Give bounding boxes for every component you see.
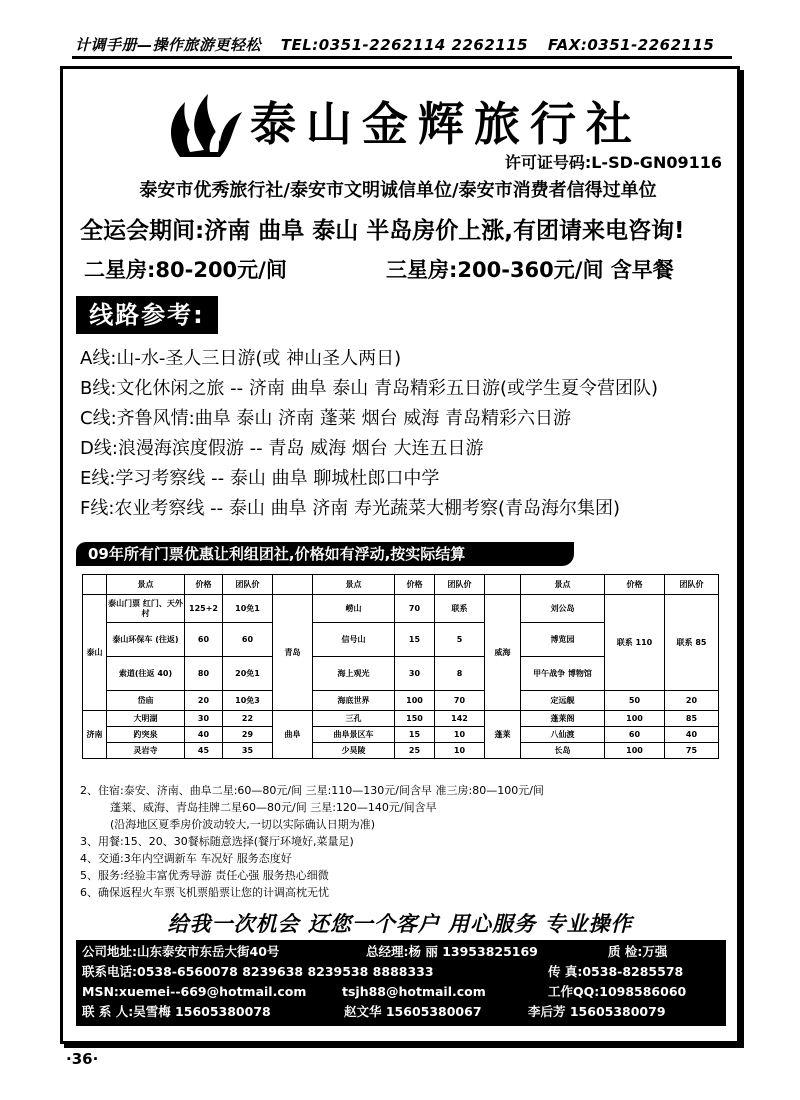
- contact-phone: 联系电话:0538-6560078 8239638 8239538 8888333: [82, 964, 434, 979]
- service-notes: [80, 782, 730, 901]
- table-header-row: [83, 575, 719, 595]
- table-row: 灵岩寺 45 35 少昊陵 25 10 长岛 100 75: [83, 743, 719, 759]
- note-service: 5、服务:经验丰富优秀导游 责任心强 服务热心细微: [80, 869, 329, 882]
- two-star-price: 二星房:80-200元/间: [84, 258, 287, 282]
- company-name: 泰山金辉旅行社: [250, 97, 642, 151]
- msn-address: MSN:xuemei--669@hotmail.com: [82, 984, 307, 999]
- routes-heading: 线路参考:: [76, 296, 218, 334]
- col-header: 团队价: [665, 575, 719, 595]
- note-lodging: 2、住宿:泰安、济南、曲阜二星:60—80元/间 三星:110—130元/间含早 准三房:80—100元/间: [80, 784, 544, 797]
- general-manager: 总经理:杨 丽 13953825169: [366, 944, 538, 959]
- region-weihai: 威海: [485, 595, 521, 711]
- table-row: 泰山环保车 (往返) 60 60 信号山 15 5 博览园: [83, 623, 719, 657]
- route-c: C线:齐鲁风情:曲阜 泰山 济南 蓬莱 烟台 威海 青岛精彩六日游: [80, 408, 572, 429]
- col-header: 团队价: [223, 575, 273, 595]
- header-rule: [72, 56, 732, 59]
- col-header: 团队价: [435, 575, 485, 595]
- contact-row: [82, 982, 720, 1002]
- route-d: D线:浪漫海滨度假游 -- 青岛 威海 烟台 大连五日游: [80, 438, 484, 459]
- contact-row: [82, 962, 720, 982]
- running-header: [75, 34, 730, 56]
- company-address: 公司地址:山东泰安市东岳大街40号: [82, 944, 280, 959]
- route-a: A线:山-水-圣人三日游(或 神山圣人两日): [80, 348, 402, 369]
- col-header: 价格: [185, 575, 223, 595]
- header-tel: TEL:0351-2262114 2262115: [280, 36, 529, 54]
- license-number: 许可证号码:L-SD-GN09116: [504, 153, 722, 172]
- contact-person-3: 李后芳 15605380079: [528, 1004, 666, 1019]
- table-row: 岱庙 20 10免3 海底世界 100 70 定远舰 50 20: [83, 691, 719, 711]
- note-tickets: 6、确保返程火车票飞机票船票让您的计调高枕无忧: [80, 886, 329, 899]
- slogan: 给我一次机会 还您一个客户 用心服务 专业操作: [167, 912, 633, 936]
- quality-control: 质 检:万强: [608, 944, 668, 959]
- contact-row: [82, 942, 720, 962]
- table-row: 趵突泉 40 29 曲阜景区车 15 10 八仙渡 60 40: [83, 727, 719, 743]
- ticket-price-table: [82, 574, 719, 759]
- work-qq: 工作QQ:1098586060: [548, 984, 687, 999]
- weihai-group-price: 联系 85: [665, 595, 719, 691]
- col-header: 景点: [107, 575, 185, 595]
- col-header: 景点: [313, 575, 395, 595]
- col-header: 景点: [521, 575, 605, 595]
- table-row: 索道(往返 40) 80 20免1 海上观光 30 8 甲午战争 博物馆: [83, 657, 719, 691]
- weihai-price: 联系 110: [605, 595, 665, 691]
- games-notice: 全运会期间:济南 曲阜 泰山 半岛房价上涨,有团请来电咨询!: [80, 218, 685, 244]
- region-qufu: 曲阜: [273, 711, 313, 759]
- route-f: F线:农业考察线 -- 泰山 曲阜 济南 寿光蔬菜大棚考察(青岛海尔集团): [80, 498, 621, 519]
- contact-person-1: 联 系 人:吴雪梅 15605380078: [82, 1004, 271, 1019]
- region-jinan: 济南: [83, 711, 107, 759]
- table-row: 泰山 泰山门票 红门、天外村 125+2 10免1 青岛 崂山 70 联系 威海 刘公岛 联系 110 联系 85: [83, 595, 719, 623]
- company-honors: 泰安市优秀旅行社/泰安市文明诚信单位/泰安市消费者信得过单位: [139, 180, 657, 201]
- note-meals: 3、用餐:15、20、30餐标随意选择(餐厅环境好,菜量足): [80, 835, 354, 848]
- region-penglai: 蓬莱: [485, 711, 521, 759]
- route-e: E线:学习考察线 -- 泰山 曲阜 聊城杜郎口中学: [80, 468, 440, 489]
- contact-person-2: 赵文华 15605380067: [344, 1004, 482, 1019]
- contact-fax: 传 真:0538-8285578: [548, 964, 684, 979]
- note-lodging-coast: 蓬莱、威海、青岛挂牌二星60—80元/间 三星:120—140元/间含早: [110, 801, 437, 814]
- col-header: 价格: [605, 575, 665, 595]
- col-header: 价格: [395, 575, 435, 595]
- contact-row: [82, 1002, 720, 1022]
- region-taishan: 泰山: [83, 595, 107, 711]
- note-lodging-disclaimer: (沿海地区夏季房价波动较大,一切以实际确认日期为准): [110, 818, 376, 831]
- handbook-title: 计调手册—操作旅游更轻松: [75, 36, 262, 54]
- email-address: tsjh88@hotmail.com: [342, 984, 486, 999]
- three-star-price: 三星房:200-360元/间 含早餐: [386, 258, 674, 282]
- note-transport: 4、交通:3年内空调新车 车况好 服务态度好: [80, 852, 292, 865]
- header-fax: FAX:0351-2262115: [547, 36, 715, 54]
- route-b: B线:文化休闲之旅 -- 济南 曲阜 泰山 青岛精彩五日游(或学生夏令营团队): [80, 378, 659, 399]
- region-qingdao: 青岛: [273, 595, 313, 711]
- discount-banner: 09年所有门票优惠让利组团社,价格如有浮动,按实际结算: [76, 542, 574, 566]
- route-list: [80, 344, 730, 524]
- flame-logo-icon: [160, 82, 250, 162]
- table-row: 济南 大明湖 30 22 曲阜 三孔 150 142 蓬莱 蓬莱阁 100 85: [83, 711, 719, 727]
- page-number: ·36·: [66, 1050, 99, 1068]
- company-logo-block: [100, 72, 720, 162]
- contact-panel: [76, 940, 726, 1026]
